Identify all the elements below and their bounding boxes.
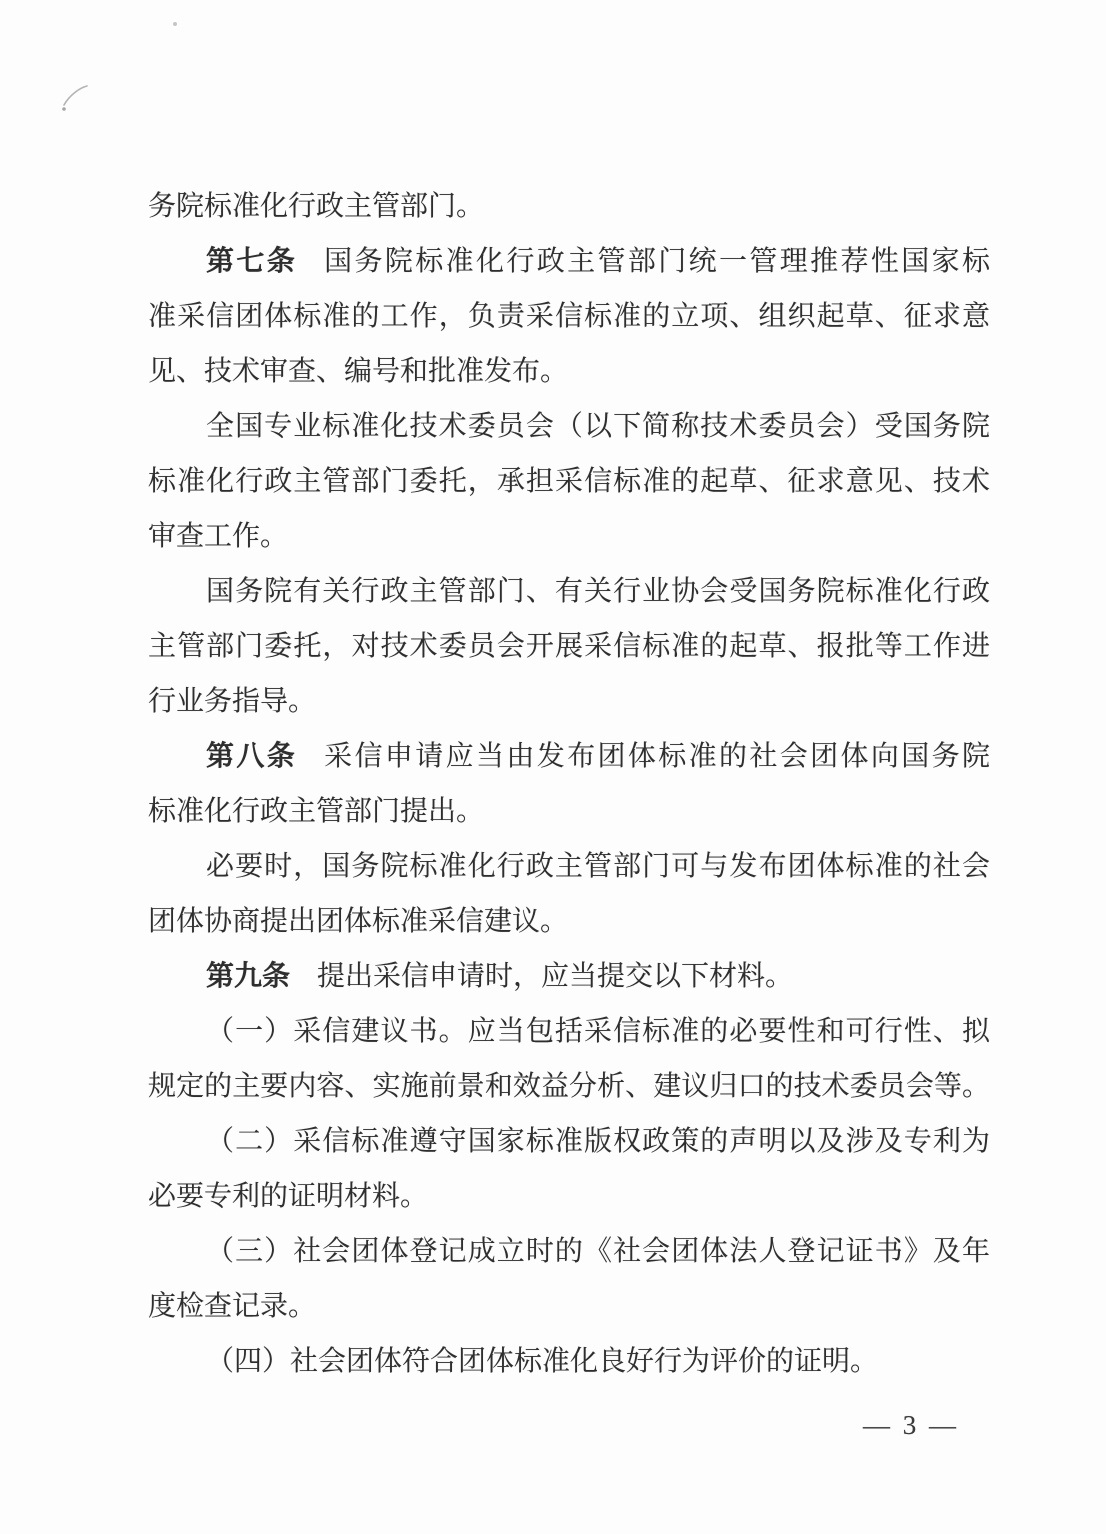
text-line — [148, 509, 990, 564]
document-lines — [148, 179, 990, 1389]
line-text: 行业务指导。 — [148, 686, 317, 717]
line-text: （一）采信建议书。应当包括采信标准的必要性和可行性、拟 — [206, 1016, 990, 1047]
text-line — [148, 234, 990, 289]
line-text: 团体协商提出团体标准采信建议。 — [148, 906, 569, 937]
text-line — [148, 454, 990, 509]
line-text: 审查工作。 — [148, 521, 289, 552]
line-text: 见、技术审查、编号和批准发布。 — [148, 356, 569, 387]
text-line — [148, 729, 990, 784]
page-number: — 3 — — [863, 1410, 959, 1440]
line-text: 提出采信申请时，应当提交以下材料。 — [317, 961, 794, 992]
text-line — [148, 674, 990, 729]
line-text: 必要专利的证明材料。 — [148, 1181, 429, 1212]
text-line — [148, 179, 990, 234]
text-line — [148, 564, 990, 619]
line-text: （四）社会团体符合团体标准化良好行为评价的证明。 — [206, 1346, 879, 1377]
scan-artifact-squiggle — [55, 76, 99, 120]
text-line — [148, 1169, 990, 1224]
text-line — [148, 949, 990, 1004]
scan-artifact-dot — [173, 22, 177, 26]
line-text: 度检查记录。 — [148, 1291, 317, 1322]
text-line — [148, 1224, 990, 1279]
text-line — [148, 1279, 990, 1334]
line-text: 准采信团体标准的工作，负责采信标准的立项、组织起草、征求意 — [148, 301, 990, 332]
text-line — [148, 839, 990, 894]
line-text: 全国专业标准化技术委员会（以下简称技术委员会）受国务院 — [206, 411, 990, 442]
text-line — [148, 894, 990, 949]
article-number: 第七条 — [206, 246, 298, 277]
line-text: 主管部门委托，对技术委员会开展采信标准的起草、报批等工作进 — [148, 631, 990, 662]
line-text: 标准化行政主管部门提出。 — [148, 796, 485, 827]
text-line — [148, 344, 990, 399]
line-text: （二）采信标准遵守国家标准版权政策的声明以及涉及专利为 — [206, 1126, 990, 1157]
line-text: 规定的主要内容、实施前景和效益分析、建议归口的技术委员会等。 — [148, 1071, 990, 1102]
text-line — [148, 289, 990, 344]
text-line — [148, 1059, 990, 1114]
text-line — [148, 784, 990, 839]
line-text: 采信申请应当由发布团体标准的社会团体向国务院 — [324, 741, 990, 772]
text-line — [148, 1334, 990, 1389]
line-text: 国务院有关行政主管部门、有关行业协会受国务院标准化行政 — [206, 576, 990, 607]
article-number: 第八条 — [206, 741, 298, 772]
line-text: 国务院标准化行政主管部门统一管理推荐性国家标 — [324, 246, 990, 277]
text-line — [148, 399, 990, 454]
text-line — [148, 1004, 990, 1059]
text-line — [148, 619, 990, 674]
text-line — [148, 1114, 990, 1169]
line-text: 必要时，国务院标准化行政主管部门可与发布团体标准的社会 — [206, 851, 990, 882]
line-text: 务院标准化行政主管部门。 — [148, 191, 485, 222]
article-number: 第九条 — [206, 961, 291, 992]
line-text: （三）社会团体登记成立时的《社会团体法人登记证书》及年 — [206, 1236, 990, 1267]
line-text: 标准化行政主管部门委托，承担采信标准的起草、征求意见、技术 — [148, 466, 990, 497]
